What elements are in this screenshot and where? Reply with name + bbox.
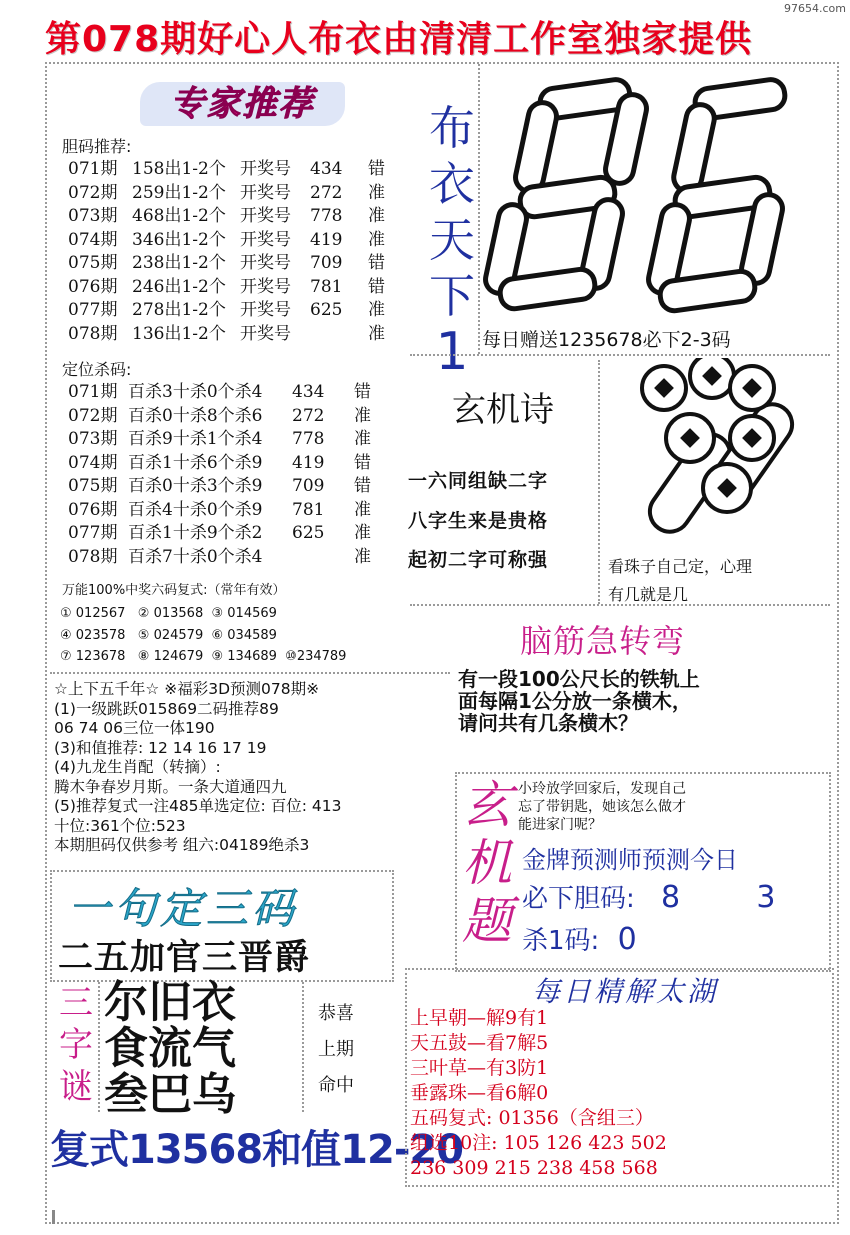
- dan-cell: 开奖号: [240, 229, 291, 250]
- five-thousand-line: 本期胆码仅供参考 组六:04189绝杀3: [54, 836, 310, 854]
- dan-cell: 错: [368, 159, 385, 179]
- dan-cell: 781: [310, 276, 343, 297]
- dan-cell: 278出1-2个: [132, 300, 226, 320]
- five-thousand-line: (3)和值推荐: 12 14 16 17 19: [54, 738, 267, 757]
- divider: [410, 604, 830, 606]
- kill-cell: 准: [354, 499, 371, 520]
- dan-cell: 开奖号: [240, 253, 291, 273]
- page-corner-mark: [52, 1210, 55, 1224]
- divider: [410, 354, 830, 356]
- buyi-vertical: [422, 100, 482, 380]
- dan-cell: 开奖号: [240, 159, 291, 179]
- dan-cell: 准: [368, 300, 385, 320]
- poem-line: 起初二字可称强: [408, 549, 549, 571]
- dan-cell: 238出1-2个: [132, 253, 226, 273]
- five-thousand-line: 十位:361个位:523: [54, 816, 186, 835]
- five-thousand-list: [54, 680, 341, 856]
- must-b: 3: [756, 880, 776, 915]
- kill-cell: 077期: [68, 523, 118, 543]
- congrats: [318, 996, 354, 1104]
- kill-cell: 百杀3十杀0个杀4: [128, 382, 263, 402]
- divider: [478, 64, 480, 354]
- dan-row: [68, 323, 385, 347]
- dan-cell: 开奖号: [240, 276, 291, 297]
- xuanji-ti-line: 能进家门呢？: [518, 817, 602, 833]
- taihu-title: 每日精解太湖: [532, 975, 719, 1008]
- kill-cell: 准: [354, 405, 371, 426]
- taihu-list: [410, 1006, 667, 1181]
- dan-cell: 259出1-2个: [132, 182, 226, 203]
- dan-cell: 开奖号: [240, 206, 291, 226]
- riddle-word: 尔旧衣: [104, 977, 236, 1028]
- six-code-line: ④ 023578 ⑤ 024579 ⑥ 034589: [60, 627, 277, 643]
- kill-cell: 准: [354, 546, 371, 567]
- xuanji-ti-char: 题: [462, 892, 512, 950]
- kill-table: [68, 381, 371, 569]
- divider: [302, 982, 304, 1112]
- kill-row: [522, 920, 637, 957]
- kill-cell: 072期: [68, 405, 118, 426]
- kill-cell: 419: [292, 452, 325, 473]
- dan-cell: 准: [368, 323, 385, 344]
- dan-cell: 158出1-2个: [132, 159, 226, 179]
- kill-row: [68, 546, 371, 570]
- dan-cell: 346出1-2个: [132, 229, 226, 250]
- kill-cell: 434: [292, 382, 325, 402]
- medal-title: 金牌预测师预测今日: [522, 846, 738, 874]
- buyi-char: 天: [429, 213, 475, 267]
- dan-cell: 077期: [68, 300, 118, 320]
- congrats-line: 命中: [318, 1075, 354, 1096]
- kill-cell: 781: [292, 499, 325, 520]
- xuanji-ti-line: 忘了带钥匙，她该怎么做才: [518, 799, 686, 815]
- dan-cell: 136出1-2个: [132, 323, 226, 344]
- five-thousand-line: (5)推荐复式一注485单选定位: 百位: 413: [54, 797, 342, 815]
- kill-cell: 百杀1十杀9个杀2: [128, 523, 263, 543]
- kill-row: [68, 499, 371, 523]
- dan-cell: 434: [310, 159, 343, 179]
- buyi-char: 下: [429, 269, 475, 323]
- must-label: 必下胆码:: [522, 884, 635, 914]
- one-sentence-title: 一句定三码: [68, 884, 299, 933]
- six-code-line: ① 012567 ② 013568 ③ 014569: [60, 606, 277, 621]
- kill-cell: 百杀7十杀0个杀4: [128, 546, 263, 567]
- xuanji-ti-line: 小玲放学回家后，发现自己: [518, 781, 686, 797]
- brain-line: 请问共有几条横木？: [458, 711, 638, 735]
- kill-cell: 准: [354, 523, 371, 543]
- dan-row: [68, 158, 385, 182]
- bead-hint: [608, 553, 752, 609]
- five-thousand-line: 06 74 06三位一体190: [54, 719, 215, 737]
- five-thousand-line: (4)九龙生肖配（转摘）:: [54, 758, 221, 776]
- one-sentence-phrase: 二五加官三晋爵: [58, 938, 311, 978]
- kill-title: 定位杀码:: [62, 360, 132, 379]
- three-char-label-char: 字: [59, 1025, 93, 1065]
- dan-row: [68, 299, 385, 323]
- xuanji-ti-char: 玄: [462, 776, 512, 834]
- dan-table: [68, 158, 385, 346]
- riddle-word: 食流气: [104, 1023, 236, 1074]
- bead-hint-line: 看珠子自己定，心理: [608, 557, 753, 576]
- dan-cell: 625: [310, 300, 343, 320]
- dan-cell: 开奖号: [240, 323, 291, 344]
- kill-cell: 075期: [68, 476, 118, 496]
- coin-beads-illustration: [612, 358, 832, 548]
- taihu-line: 五码复式: 01356（含组三）: [410, 1107, 654, 1129]
- dan-cell: 072期: [68, 182, 118, 203]
- divider: [598, 360, 600, 604]
- brain-line: 有一段100公尺长的铁轨上: [458, 667, 700, 691]
- dan-cell: 071期: [68, 159, 118, 179]
- buyi-char: 1: [435, 322, 469, 382]
- five-thousand-line: (1)一级跳跃015869二码推荐89: [54, 699, 279, 718]
- kill-row: [68, 475, 371, 499]
- kill-row: [68, 522, 371, 546]
- expert-ribbon: 专家推荐: [140, 82, 345, 126]
- six-list: [60, 603, 346, 668]
- dan-cell: [310, 323, 368, 347]
- taihu-line: 236 309 215 238 458 568: [410, 1157, 658, 1179]
- congrats-line: 上期: [318, 1039, 354, 1060]
- kill-cell: 准: [354, 429, 371, 449]
- divider: [50, 672, 450, 674]
- buyi-char: 布: [429, 101, 475, 155]
- dan-cell: 076期: [68, 276, 118, 297]
- kill-cell: 错: [354, 476, 371, 496]
- kill-cell: 百杀1十杀6个杀9: [128, 452, 263, 473]
- kill-row: [68, 381, 371, 405]
- dan-row: [68, 182, 385, 206]
- kill-cell: 百杀0十杀8个杀6: [128, 405, 263, 426]
- six-title: 万能100%中奖六码复式:（常年有效）: [62, 583, 286, 598]
- divider: [98, 982, 100, 1112]
- dan-cell: 开奖号: [240, 300, 291, 320]
- digits-86-illustration: [480, 64, 830, 320]
- poem-title: 玄机诗: [452, 390, 554, 430]
- xuanji-ti-vertical: [458, 776, 516, 950]
- kill-cell: 625: [292, 523, 325, 543]
- dan-cell: 准: [368, 206, 385, 226]
- kill-cell: 778: [292, 429, 325, 449]
- must-a: 8: [661, 880, 681, 915]
- kill-row: [68, 452, 371, 476]
- five-thousand-line: ☆上下五千年☆ ※福彩3D预测078期※: [54, 680, 320, 698]
- poem-line: 八字生来是贵格: [408, 510, 549, 532]
- watermark: 97654.com: [784, 2, 846, 15]
- buyi-char: 衣: [429, 157, 475, 211]
- kill-row: [68, 405, 371, 429]
- six-code-line: ⑦ 123678 ⑧ 124679 ⑨ 134689 ⑩234789: [60, 649, 347, 664]
- dan-cell: 074期: [68, 229, 118, 250]
- poem-line: 一六同组缺二字: [408, 470, 549, 492]
- brain-line: 面每隔1公分放一条横木，: [458, 689, 692, 713]
- xuanji-ti-question: [518, 780, 686, 834]
- dan-cell: 准: [368, 182, 385, 203]
- kill-cell: 076期: [68, 499, 118, 520]
- kill-label: 杀1码:: [522, 926, 600, 956]
- three-char-label-char: 三: [59, 983, 93, 1023]
- dan-row: [68, 252, 385, 276]
- kill-cell: 百杀0十杀3个杀9: [128, 476, 263, 496]
- dan-cell: 开奖号: [240, 182, 291, 203]
- kill-cell: 074期: [68, 452, 118, 473]
- riddle-word: 叁巴乌: [104, 1069, 236, 1120]
- congrats-line: 恭喜: [318, 1003, 354, 1024]
- kill-row: [68, 428, 371, 452]
- dan-cell: 078期: [68, 323, 118, 344]
- dan-cell: 准: [368, 229, 385, 250]
- taihu-line: 上早朝—解9有1: [410, 1007, 549, 1029]
- kill-cell: 709: [292, 476, 325, 496]
- five-thousand-line: 腾木争春岁月斯。一条大道通四九: [54, 777, 287, 796]
- dan-title: 胆码推荐:: [62, 137, 132, 156]
- taihu-line: 天五鼓—看7解5: [410, 1032, 549, 1054]
- combo-banner: 复式13568和值12-20: [50, 1127, 464, 1173]
- taihu-line: 组选10注: 105 126 423 502: [410, 1132, 667, 1154]
- kill-cell: 071期: [68, 382, 118, 402]
- must-row: [522, 878, 775, 915]
- dan-cell: 709: [310, 253, 343, 273]
- kill-cell: 百杀9十杀1个杀4: [128, 429, 263, 449]
- taihu-line: 垂露珠—看6解0: [410, 1082, 549, 1104]
- kill-cell: 078期: [68, 546, 118, 567]
- bead-hint-line: 有几就是几: [608, 585, 689, 604]
- dan-row: [68, 229, 385, 253]
- kill-cell: 错: [354, 452, 371, 473]
- xuanji-ti-char: 机: [462, 834, 512, 892]
- dan-cell: 246出1-2个: [132, 276, 226, 297]
- kill-cell: [292, 546, 354, 570]
- dan-cell: 错: [368, 253, 385, 273]
- kill-cell: 272: [292, 405, 325, 426]
- dan-row: [68, 205, 385, 229]
- page-title: 第078期好心人布衣由清清工作室独家提供: [45, 19, 753, 60]
- brain-title: 脑筋急转弯: [520, 622, 686, 660]
- kill-val: 0: [617, 922, 637, 957]
- dan-row: [68, 276, 385, 300]
- three-char-label: [56, 982, 96, 1108]
- three-char-words: [104, 977, 236, 1120]
- dan-cell: 419: [310, 229, 343, 250]
- dan-cell: 错: [368, 276, 385, 297]
- kill-cell: 073期: [68, 429, 118, 449]
- taihu-line: 三叶草—有3防1: [410, 1057, 549, 1079]
- dan-cell: 468出1-2个: [132, 206, 226, 226]
- kill-cell: 错: [354, 382, 371, 402]
- brain-question: [458, 668, 700, 734]
- daily-gift: 每日赠送1235678必下2-3码: [482, 329, 731, 351]
- dan-cell: 272: [310, 182, 343, 203]
- dan-cell: 075期: [68, 253, 118, 273]
- three-char-label-char: 谜: [59, 1067, 93, 1107]
- kill-cell: 百杀4十杀0个杀9: [128, 499, 263, 520]
- dan-cell: 073期: [68, 206, 118, 226]
- dan-cell: 778: [310, 206, 343, 226]
